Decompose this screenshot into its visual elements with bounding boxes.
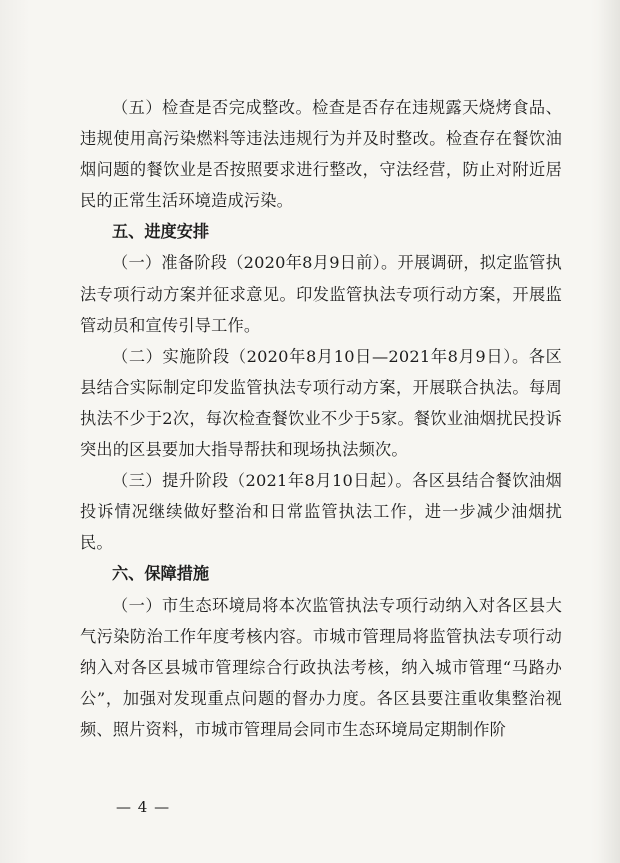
implementation-stage-tail: 餐饮业油烟扰民投诉突出的区县要加大指导帮扶和现场执法频次。 (80, 408, 562, 460)
section-heading-safeguards: 六、保障措施 (112, 564, 210, 584)
section-heading-schedule: 五、进度安排 (112, 222, 210, 242)
page-number: — 4 — (116, 798, 171, 816)
paragraph-safeguard-assessment: （一）市生态环境局将本次监管执法专项行动纳入对各区县大气污染防治工作年度考核内容。市城市管理局将监管执法专项行动纳入对各区县城市管理综合行政执法考核，纳入城市管理“马路办公”，加强对发现重点问题的督办力度。各区县要注重收集整治视频、照片资料，市城市管理局会同市生态环境局定期制作阶 (80, 595, 562, 739)
paragraph-implementation-stage (80, 341, 562, 465)
document-body (80, 92, 562, 745)
scan-edge-shadow (598, 0, 620, 863)
underlined-enforcement-frequency: 每周执法不少于2次，每次检查餐饮业不少于5家。 (80, 377, 563, 428)
paragraph-preparation-stage: （一）准备阶段（2020年8月9日前）。开展调研，拟定监管执法专项行动方案并征求意见。印发监管执法专项行动方案，开展监管动员和宣传引导工作。 (80, 253, 562, 335)
paragraph-inspection-rectification: （五）检查是否完成整改。检查是否存在违规露天烧烤食品、违规使用高污染燃料等违法违规行为并及时整改。检查存在餐饮油烟问题的餐饮业是否按照要求进行整改，守法经营，防止对附近居民的正常生活环境造成污染。 (80, 98, 562, 211)
implementation-stage-text: （二）实施阶段（2020年8月10日—2021年8月9日）。各区县结合实际制定印发监管执法专项行动方案，开展联合执法。 (80, 346, 562, 397)
paragraph-improvement-stage: （三）提升阶段（2021年8月10日起）。各区县结合餐饮油烟投诉情况继续做好整治和日常监管执法工作，进一步减少油烟扰民。 (80, 471, 562, 553)
